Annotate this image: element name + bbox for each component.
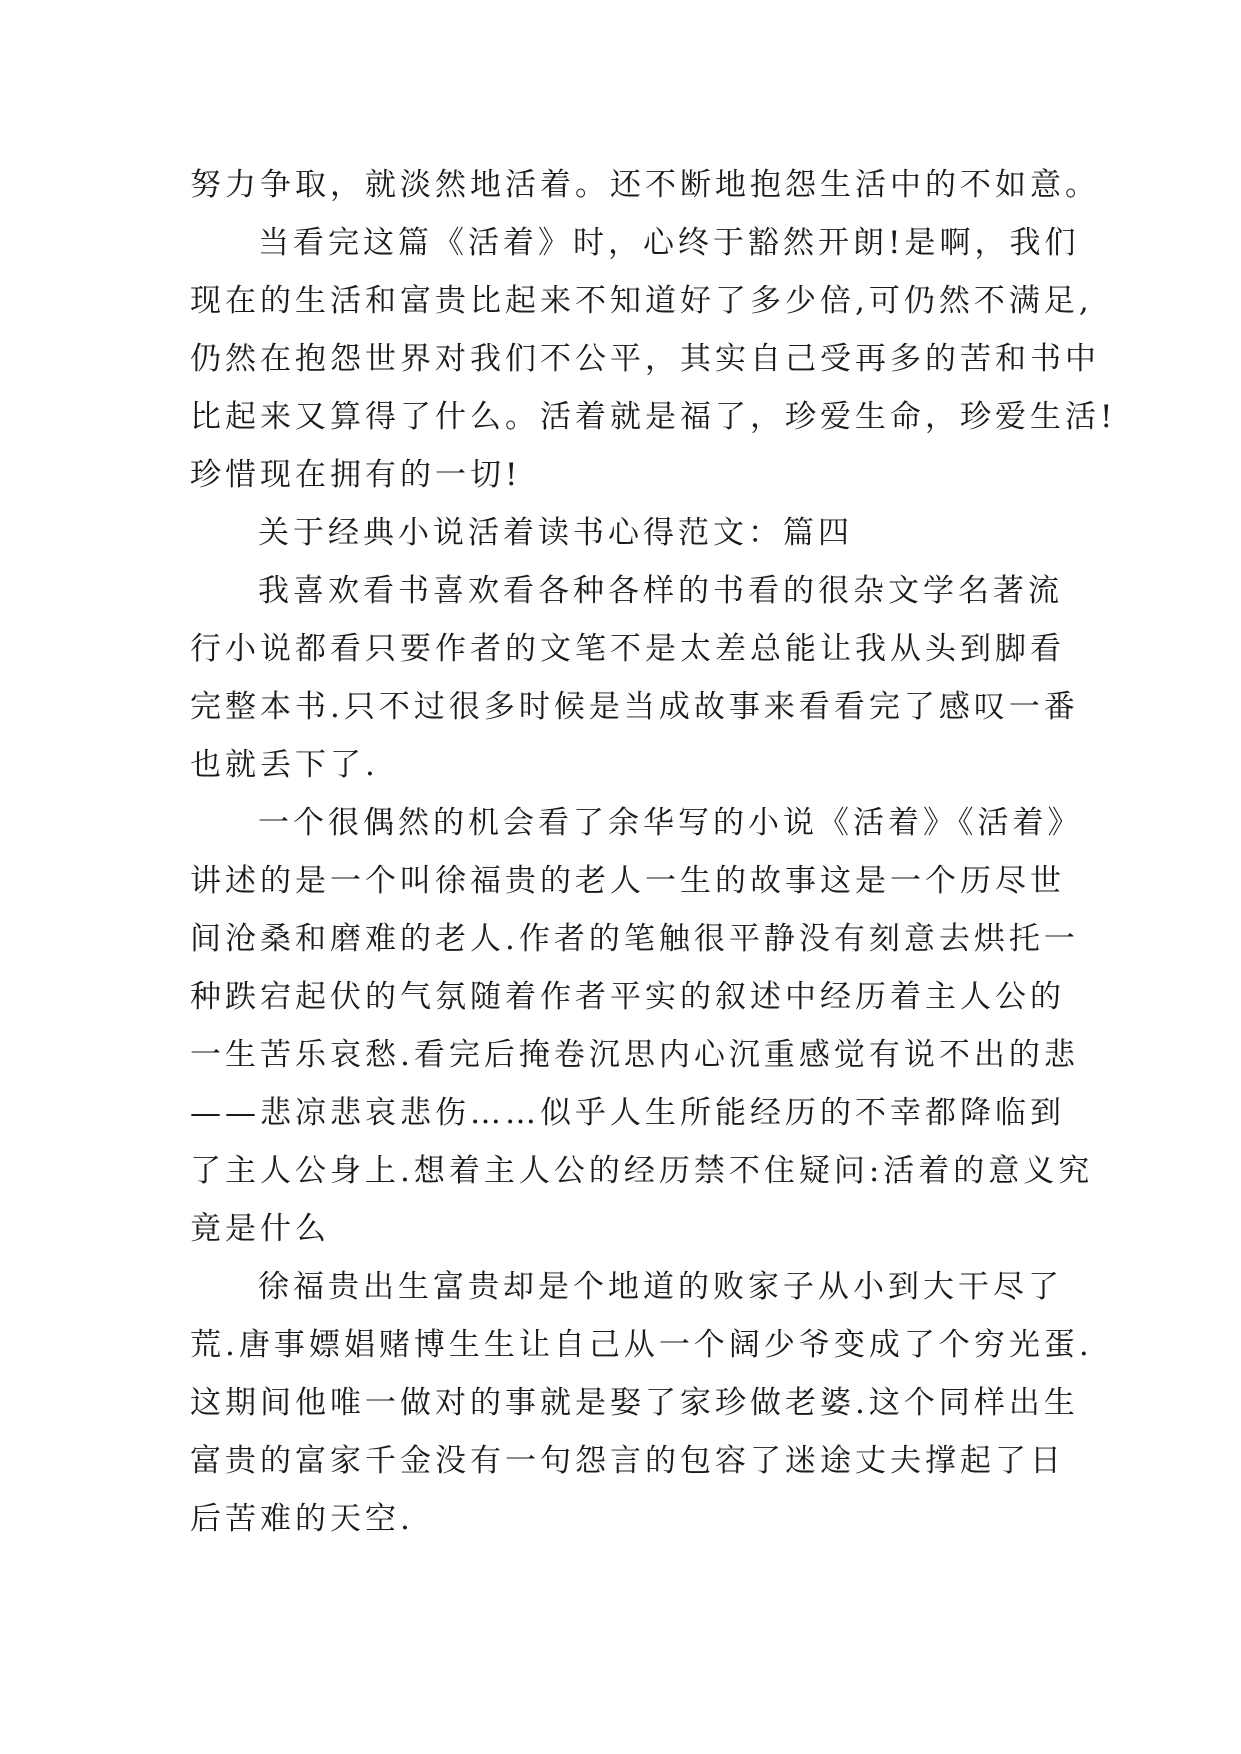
paragraph-start-line: 我喜欢看书喜欢看各种各样的书看的很杂文学名著流 (258, 573, 1063, 609)
text-line: 行小说都看只要作者的文笔不是太差总能让我从头到脚看 (190, 631, 1065, 667)
document-body (190, 156, 1117, 1548)
text-line: 仍然在抱怨世界对我们不公平，其实自己受再多的苦和书中 (190, 341, 1100, 377)
text-line: 这期间他唯一做对的事就是娶了家珍做老婆.这个同样出生 (190, 1385, 1079, 1421)
text-line: 荒.唐事嫖娼赌博生生让自己从一个阔少爷变成了个穷光蛋. (190, 1327, 1093, 1363)
text-line: 间沧桑和磨难的老人.作者的笔触很平静没有刻意去烘托一 (190, 921, 1079, 957)
text-line: 后苦难的天空. (190, 1501, 414, 1537)
paragraph-start-line: 徐福贵出生富贵却是个地道的败家子从小到大干尽了 (258, 1269, 1063, 1305)
text-line: ——悲凉悲哀悲伤……似乎人生所能经历的不幸都降临到 (190, 1095, 1065, 1131)
text-line: 竟是什么 (190, 1211, 330, 1247)
text-line: 富贵的富家千金没有一句怨言的包容了迷途丈夫撑起了日 (190, 1443, 1065, 1479)
text-line: 也就丢下了. (190, 747, 379, 783)
text-line: 现在的生活和富贵比起来不知道好了多少倍,可仍然不满足, (190, 283, 1093, 319)
text-line: 一生苦乐哀愁.看完后掩卷沉思内心沉重感觉有说不出的悲 (190, 1037, 1079, 1073)
text-line: 珍惜现在拥有的一切! (190, 457, 522, 493)
text-line: 了主人公身上.想着主人公的经历禁不住疑问:活着的意义究 (190, 1153, 1094, 1189)
text-line: 种跌宕起伏的气氛随着作者平实的叙述中经历着主人公的 (190, 979, 1065, 1015)
section-heading: 关于经典小说活着读书心得范文：篇四 (258, 515, 853, 551)
text-line: 比起来又算得了什么。活着就是福了，珍爱生命，珍爱生活! (190, 399, 1117, 435)
text-line: 讲述的是一个叫徐福贵的老人一生的故事这是一个历尽世 (190, 863, 1065, 899)
paragraph-start-line: 当看完这篇《活着》时，心终于豁然开朗!是啊，我们 (258, 225, 1080, 261)
text-line: 完整本书.只不过很多时候是当成故事来看看完了感叹一番 (190, 689, 1079, 725)
paragraph-start-line: 一个很偶然的机会看了余华写的小说《活着》《活着》 (258, 805, 1083, 841)
text-line: 努力争取，就淡然地活着。还不断地抱怨生活中的不如意。 (190, 167, 1100, 203)
